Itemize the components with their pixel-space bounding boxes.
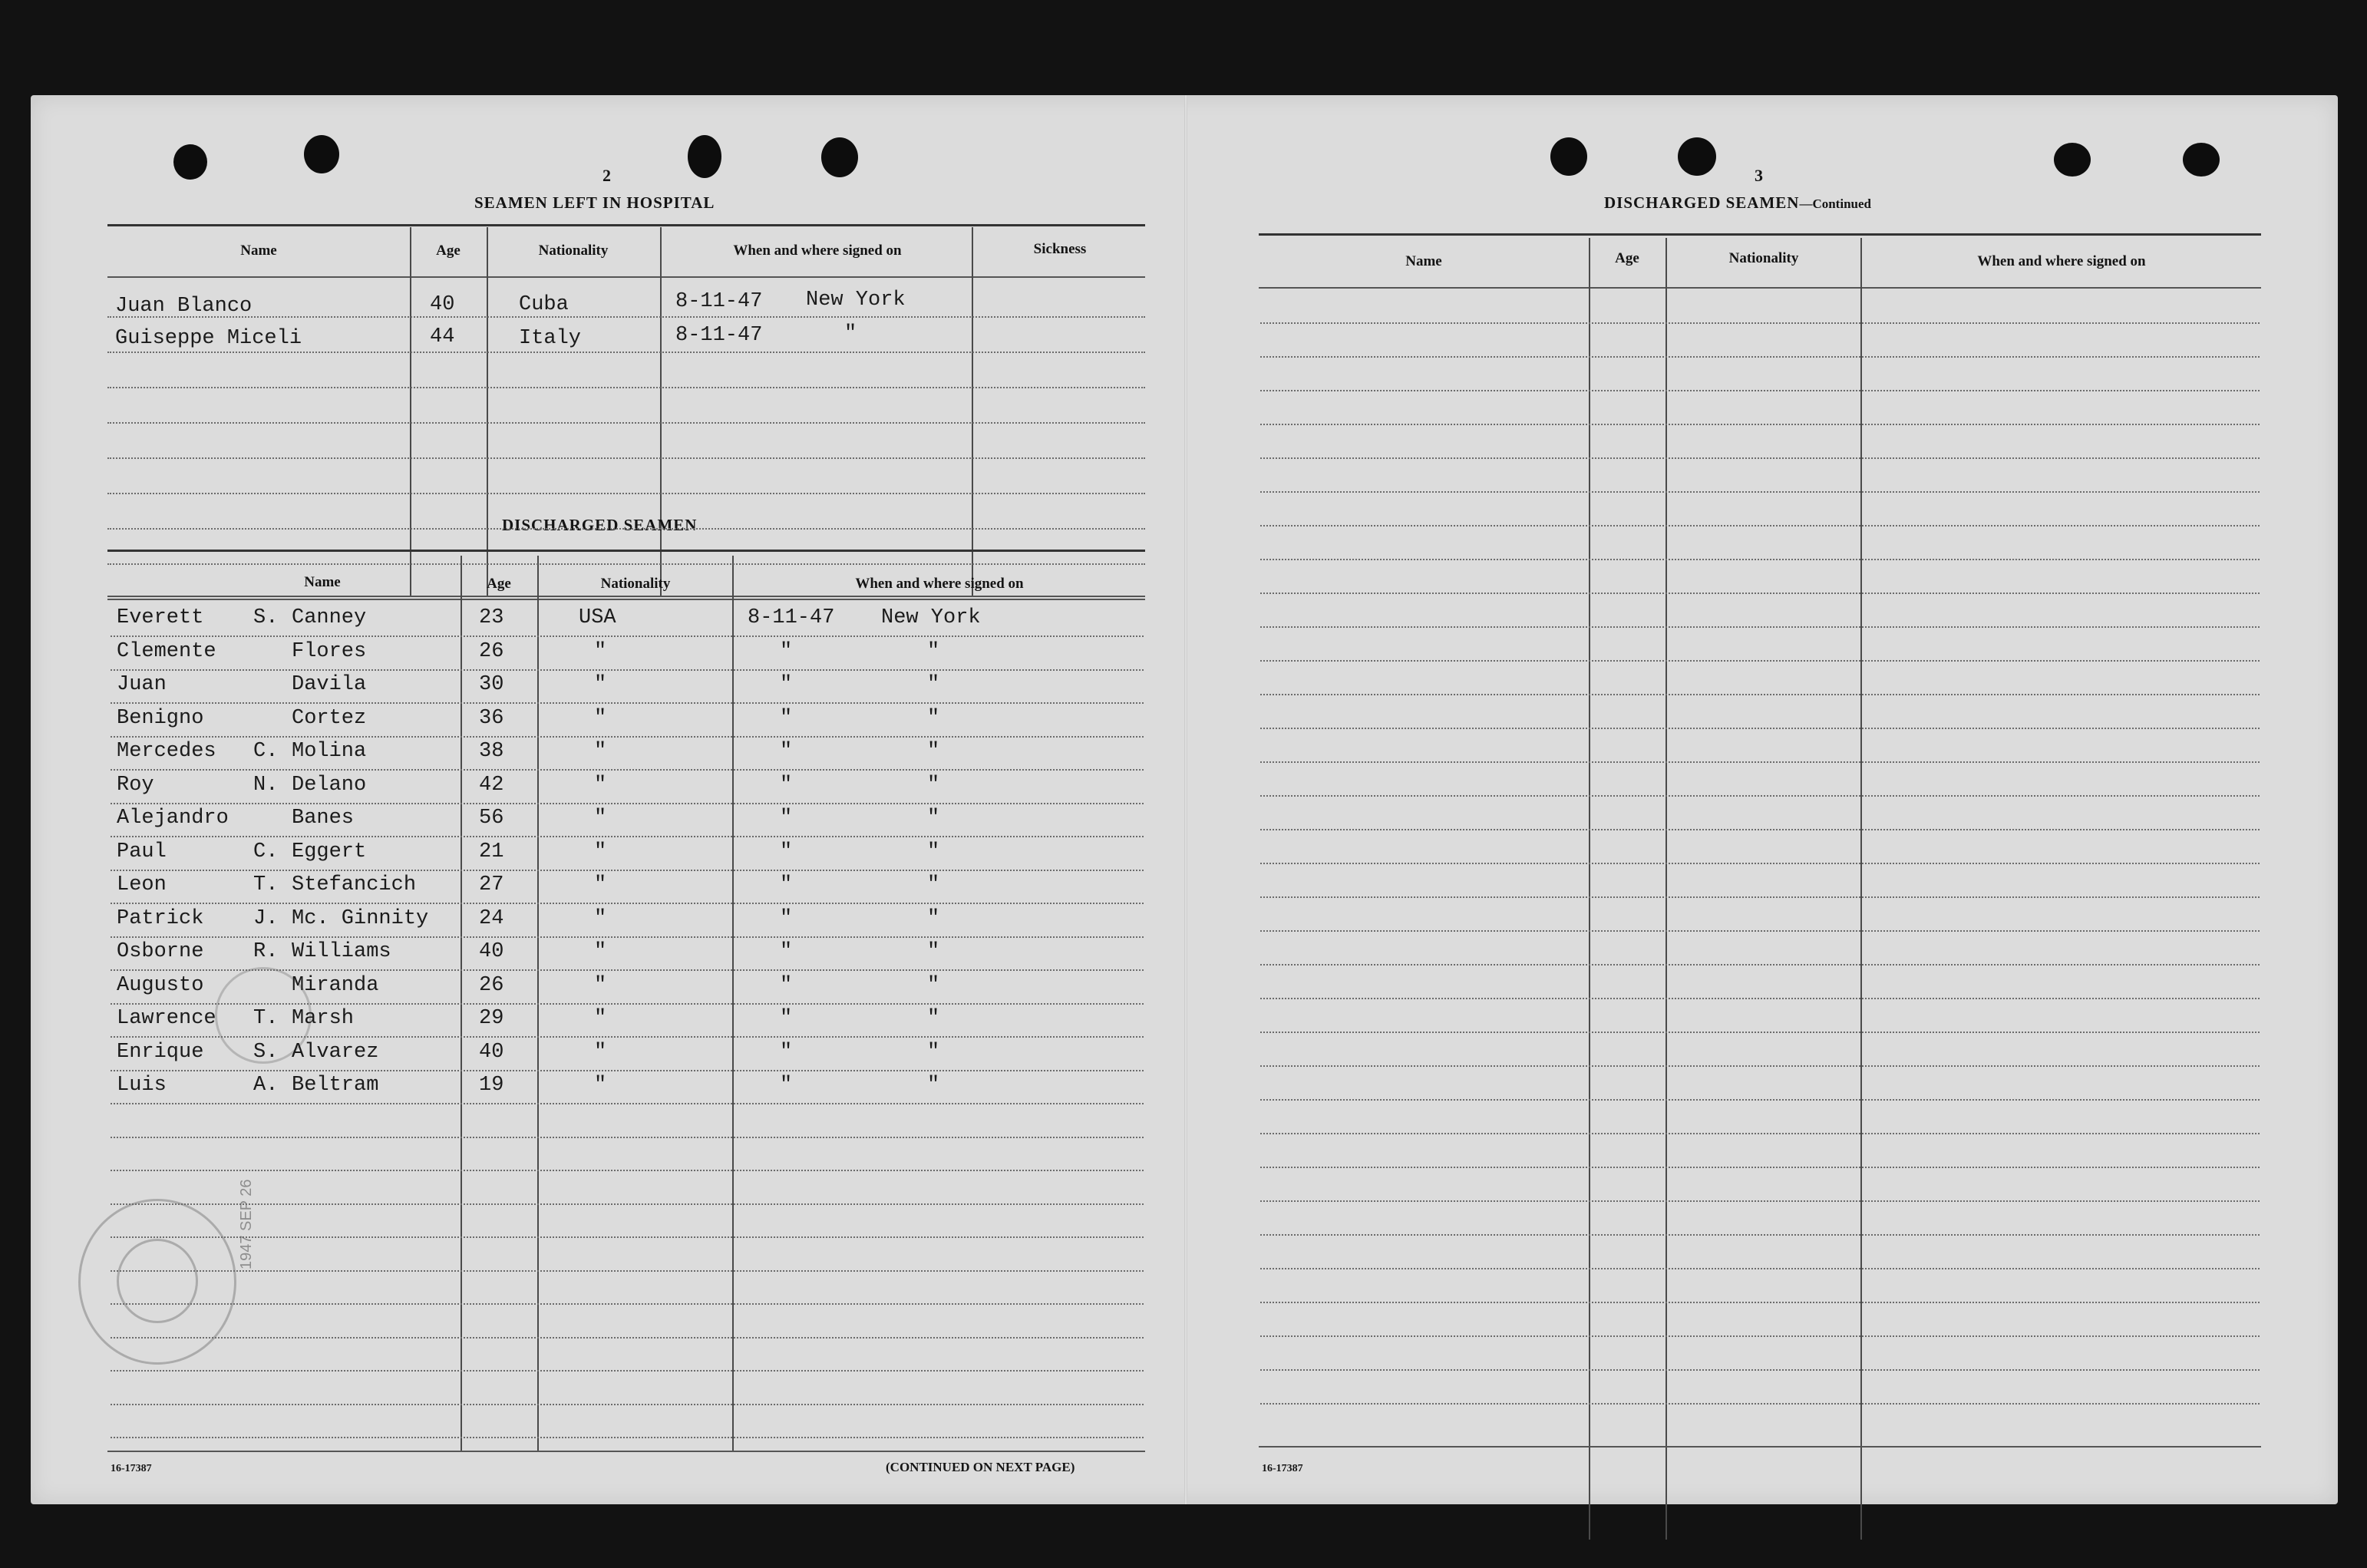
ruled-line [107,493,1145,495]
ruled-line [111,936,1144,939]
discharged-row-place: " [927,840,940,863]
ruled-line [111,1203,1144,1206]
discharged-row-age: 21 [479,840,504,863]
discharged-row-date: " [780,740,793,763]
discharged-top-rule [107,550,1145,552]
discharged-row-nationality: " [594,639,607,663]
discharged-row-middle-initial: N. [253,773,279,797]
ruled-line [111,870,1144,872]
discharged-row-place: " [927,807,940,830]
discharged-row-last-name: Williams [292,940,391,963]
discharged-row-age: 24 [479,906,504,930]
ruled-line [111,1370,1144,1372]
discharged-row-nationality: " [594,873,607,896]
discharged-row-date: " [780,940,793,963]
ruled-line [107,528,1145,530]
right-col-name-header: Name [1405,253,1442,269]
ruled-line [111,1303,1144,1306]
hospital-col-sickness-header: Sickness [1033,241,1087,257]
stamp-date-text: 1947 SEP 26 [238,1179,255,1269]
right-col-signed-header: When and where signed on [1977,253,2146,269]
discharged-row-last-name: Alvarez [292,1040,379,1064]
discharged-row-date: " [780,873,793,896]
discharged-col-name-header: Name [304,574,341,590]
discharged-row-date: " [780,639,793,663]
discharged-row-nationality: " [594,673,607,696]
discharged-row-date: " [780,906,793,930]
ruled-line [1260,930,2260,933]
discharged-row-date: " [780,673,793,696]
right-title-main: DISCHARGED SEAMEN [1604,193,1800,212]
right-page-title [1604,193,1871,213]
discharged-row-first-name: Augusto [117,973,204,997]
ruled-line [111,669,1144,672]
page-number-left: 2 [602,166,611,185]
discharged-row-first-name: Clemente [117,639,216,663]
ruled-line [1260,1234,2260,1236]
hospital-col-nationality-header: Nationality [538,243,609,259]
hospital-row-1-age: 40 [430,293,455,316]
hospital-col-divider [410,227,411,596]
right-header-rule [1259,287,2261,289]
ruled-line [107,563,1145,566]
ruled-line [1260,795,2260,797]
ruled-line [107,387,1145,389]
discharged-row-last-name: Davila [292,673,367,696]
hospital-header-rule [107,276,1145,278]
ruled-line [1260,964,2260,966]
hospital-row-1-place: New York [806,289,906,312]
discharged-row-middle-initial: C. [253,840,279,863]
discharged-row-middle-initial: T. [253,873,279,896]
discharged-row-first-name: Everett [117,606,204,629]
discharged-row-first-name: Benigno [117,706,204,730]
punch-hole [304,135,339,173]
ruled-line [1260,424,2260,426]
discharged-row-nationality: " [594,906,607,930]
discharged-row-place: " [927,1040,940,1064]
discharged-row-middle-initial: C. [253,740,279,763]
ruled-line [111,635,1144,638]
ruled-line [111,1170,1144,1172]
discharged-row-first-name: Leon [117,873,167,896]
discharged-row-last-name: Eggert [292,840,367,863]
hospital-col-divider [972,227,973,596]
ruled-line [1260,1403,2260,1405]
discharged-row-age: 38 [479,740,504,763]
right-col-nationality-header: Nationality [1728,250,1799,266]
ruled-line [1260,1032,2260,1034]
discharged-row-last-name: Flores [292,639,367,663]
ruled-line [1260,626,2260,629]
ruled-line [1260,660,2260,662]
ruled-line [1260,1133,2260,1135]
ruled-line [111,1270,1144,1273]
discharged-row-middle-initial: A. [253,1074,279,1097]
discharged-row-place: " [927,1074,940,1097]
discharged-row-age: 42 [479,773,504,797]
discharged-row-middle-initial: S. [253,606,279,629]
discharged-row-last-name: Miranda [292,973,379,997]
continued-note: (CONTINUED ON NEXT PAGE) [886,1460,1075,1474]
punch-hole [1550,137,1587,176]
discharged-row-age: 40 [479,1040,504,1064]
discharged-row-place: " [927,873,940,896]
punch-hole [2054,143,2091,177]
ruled-line [1260,457,2260,460]
discharged-col-signed-header: When and where signed on [855,576,1024,592]
discharged-row-nationality: " [594,1074,607,1097]
discharged-row-date: " [780,973,793,997]
hospital-row-1-date: 8-11-47 [675,290,763,313]
hospital-col-signed-header: When and where signed on [733,243,902,259]
punch-hole [821,137,858,177]
discharged-row-place: " [927,740,940,763]
right-col-age-header: Age [1615,250,1639,266]
ruled-line [1260,863,2260,865]
discharged-row-last-name: Molina [292,740,367,763]
hospital-col-divider [487,227,488,596]
discharged-row-first-name: Osborne [117,940,204,963]
discharged-header-rule [107,599,1145,600]
hospital-row-2-place: " [844,322,857,345]
ruled-line [111,1036,1144,1038]
discharged-row-date: " [780,1040,793,1064]
ruled-line [1260,593,2260,595]
ruled-line [1260,1268,2260,1270]
discharged-row-age: 23 [479,606,504,629]
discharged-row-last-name: Beltram [292,1074,379,1097]
ruled-line [111,1437,1144,1439]
discharged-row-first-name: Alejandro [117,807,229,830]
discharged-row-nationality: " [594,807,607,830]
ruled-line [1260,491,2260,494]
discharged-row-place: " [927,940,940,963]
discharged-row-place: " [927,906,940,930]
ruled-line [111,1070,1144,1072]
punch-hole [173,144,207,180]
discharged-row-date: " [780,773,793,797]
discharged-row-date: " [780,1007,793,1030]
hospital-row-2-date: 8-11-47 [675,324,763,347]
discharged-row-place: " [927,639,940,663]
hospital-col-age-header: Age [436,243,461,259]
discharged-row-first-name: Roy [117,773,154,797]
discharged-row-nationality: " [594,940,607,963]
right-bottom-rule [1259,1446,2261,1448]
ruled-line [1260,896,2260,899]
ruled-line [1260,1369,2260,1372]
discharged-col-age-header: Age [487,576,511,592]
discharged-row-nationality: " [594,1007,607,1030]
discharged-row-nationality: " [594,773,607,797]
ruled-line [1260,1099,2260,1101]
discharged-row-age: 27 [479,873,504,896]
ruled-line [1260,1335,2260,1338]
discharged-row-place: " [927,773,940,797]
discharged-row-last-name: Banes [292,807,355,830]
form-number-left: 16-17387 [111,1463,152,1474]
discharged-row-first-name: Lawrence [117,1007,216,1030]
discharged-row-age: 29 [479,1007,504,1030]
ruled-line [111,1103,1144,1105]
discharged-row-last-name: Stefancich [292,873,417,896]
discharged-row-last-name: Canney [292,606,367,629]
discharged-row-date: " [780,1074,793,1097]
ruled-line [111,702,1144,705]
discharged-row-nationality: " [594,740,607,763]
discharged-row-middle-initial: J. [253,906,279,930]
discharged-row-date: " [780,807,793,830]
ruled-line [107,422,1145,424]
ruled-line [111,803,1144,805]
document-sheet [31,95,2338,1504]
ruled-line [1260,694,2260,696]
ruled-line [1260,728,2260,730]
page-number-right: 3 [1755,166,1763,185]
discharged-row-last-name: Delano [292,773,367,797]
ruled-line [1260,761,2260,764]
form-number-right: 16-17387 [1262,1463,1303,1474]
discharged-row-date: " [780,706,793,730]
hospital-col-name-header: Name [240,243,277,259]
hospital-section-title: SEAMEN LEFT IN HOSPITAL [474,193,715,212]
discharged-row-first-name: Patrick [117,906,204,930]
discharged-row-place: " [927,973,940,997]
discharged-row-nationality: " [594,973,607,997]
hospital-row-1-name: Juan Blanco [115,295,253,318]
discharged-row-place: " [927,673,940,696]
discharged-row-first-name: Enrique [117,1040,204,1064]
ruled-line [1260,1302,2260,1304]
hospital-row-1-nationality: Cuba [519,293,569,316]
discharged-row-first-name: Mercedes [117,740,216,763]
discharged-row-first-name: Paul [117,840,167,863]
ruled-line [1260,525,2260,527]
discharged-row-first-name: Luis [117,1074,167,1097]
ruled-line [1260,390,2260,392]
ruled-line [1260,322,2260,325]
discharged-row-nationality: " [594,840,607,863]
discharged-row-age: 19 [479,1074,504,1097]
discharged-row-age: 30 [479,673,504,696]
discharged-row-age: 56 [479,807,504,830]
discharged-row-age: 26 [479,973,504,997]
ruled-line [111,1404,1144,1406]
punch-hole [688,135,721,178]
ruled-line [1260,1167,2260,1169]
right-col-divider [1589,238,1590,1540]
ruled-line [1260,998,2260,1000]
discharged-row-age: 26 [479,639,504,663]
ruled-line [107,457,1145,460]
discharged-row-date: " [780,840,793,863]
ruled-line [111,903,1144,905]
discharged-row-middle-initial: T. [253,1007,279,1030]
ruled-line [107,352,1145,354]
ruled-line [111,1003,1144,1005]
ruled-line [111,836,1144,838]
discharged-col-nationality-header: Nationality [600,576,671,592]
discharged-row-age: 36 [479,706,504,730]
punch-hole [2183,143,2220,177]
discharged-row-first-name: Juan [117,673,167,696]
ruled-line [107,316,1145,319]
ruled-line [1260,829,2260,831]
discharged-bottom-rule [107,1451,1145,1452]
ruled-line [1260,356,2260,358]
discharged-row-middle-initial: S. [253,1040,279,1064]
ruled-line [1260,1065,2260,1068]
punch-hole [1678,137,1716,176]
discharged-row-nationality: " [594,1040,607,1064]
postmark-stamp-inner [117,1239,198,1323]
discharged-row-date: 8-11-47 [748,606,835,629]
hospital-row-2-age: 44 [430,325,455,348]
hospital-bottom-rule [107,596,1145,597]
discharged-row-last-name: Cortez [292,706,367,730]
ruled-line [111,1137,1144,1139]
ruled-line [1260,559,2260,561]
ruled-line [111,736,1144,738]
discharged-row-last-name: Marsh [292,1007,355,1030]
discharged-row-nationality: USA [579,606,616,629]
right-top-rule [1259,233,2261,236]
discharged-row-place: New York [881,606,981,629]
hospital-col-divider [660,227,662,596]
discharged-row-place: " [927,1007,940,1030]
discharged-row-middle-initial: R. [253,940,279,963]
discharged-row-age: 40 [479,940,504,963]
ruled-line [111,1337,1144,1339]
discharged-row-place: " [927,706,940,730]
ruled-line [111,1236,1144,1239]
page-fold [1184,95,1187,1504]
discharged-section-title: DISCHARGED SEAMEN [502,516,698,534]
ruled-line [111,769,1144,771]
hospital-top-rule [107,224,1145,226]
ruled-line [111,969,1144,972]
right-col-divider [1665,238,1667,1540]
hospital-row-2-name: Guiseppe Miceli [115,327,302,350]
right-col-divider [1860,238,1862,1540]
ruled-line [1260,1200,2260,1203]
discharged-row-nationality: " [594,706,607,730]
discharged-row-last-name: Mc. Ginnity [292,906,429,930]
right-title-suffix: —Continued [1799,196,1871,211]
hospital-row-2-nationality: Italy [519,327,582,350]
